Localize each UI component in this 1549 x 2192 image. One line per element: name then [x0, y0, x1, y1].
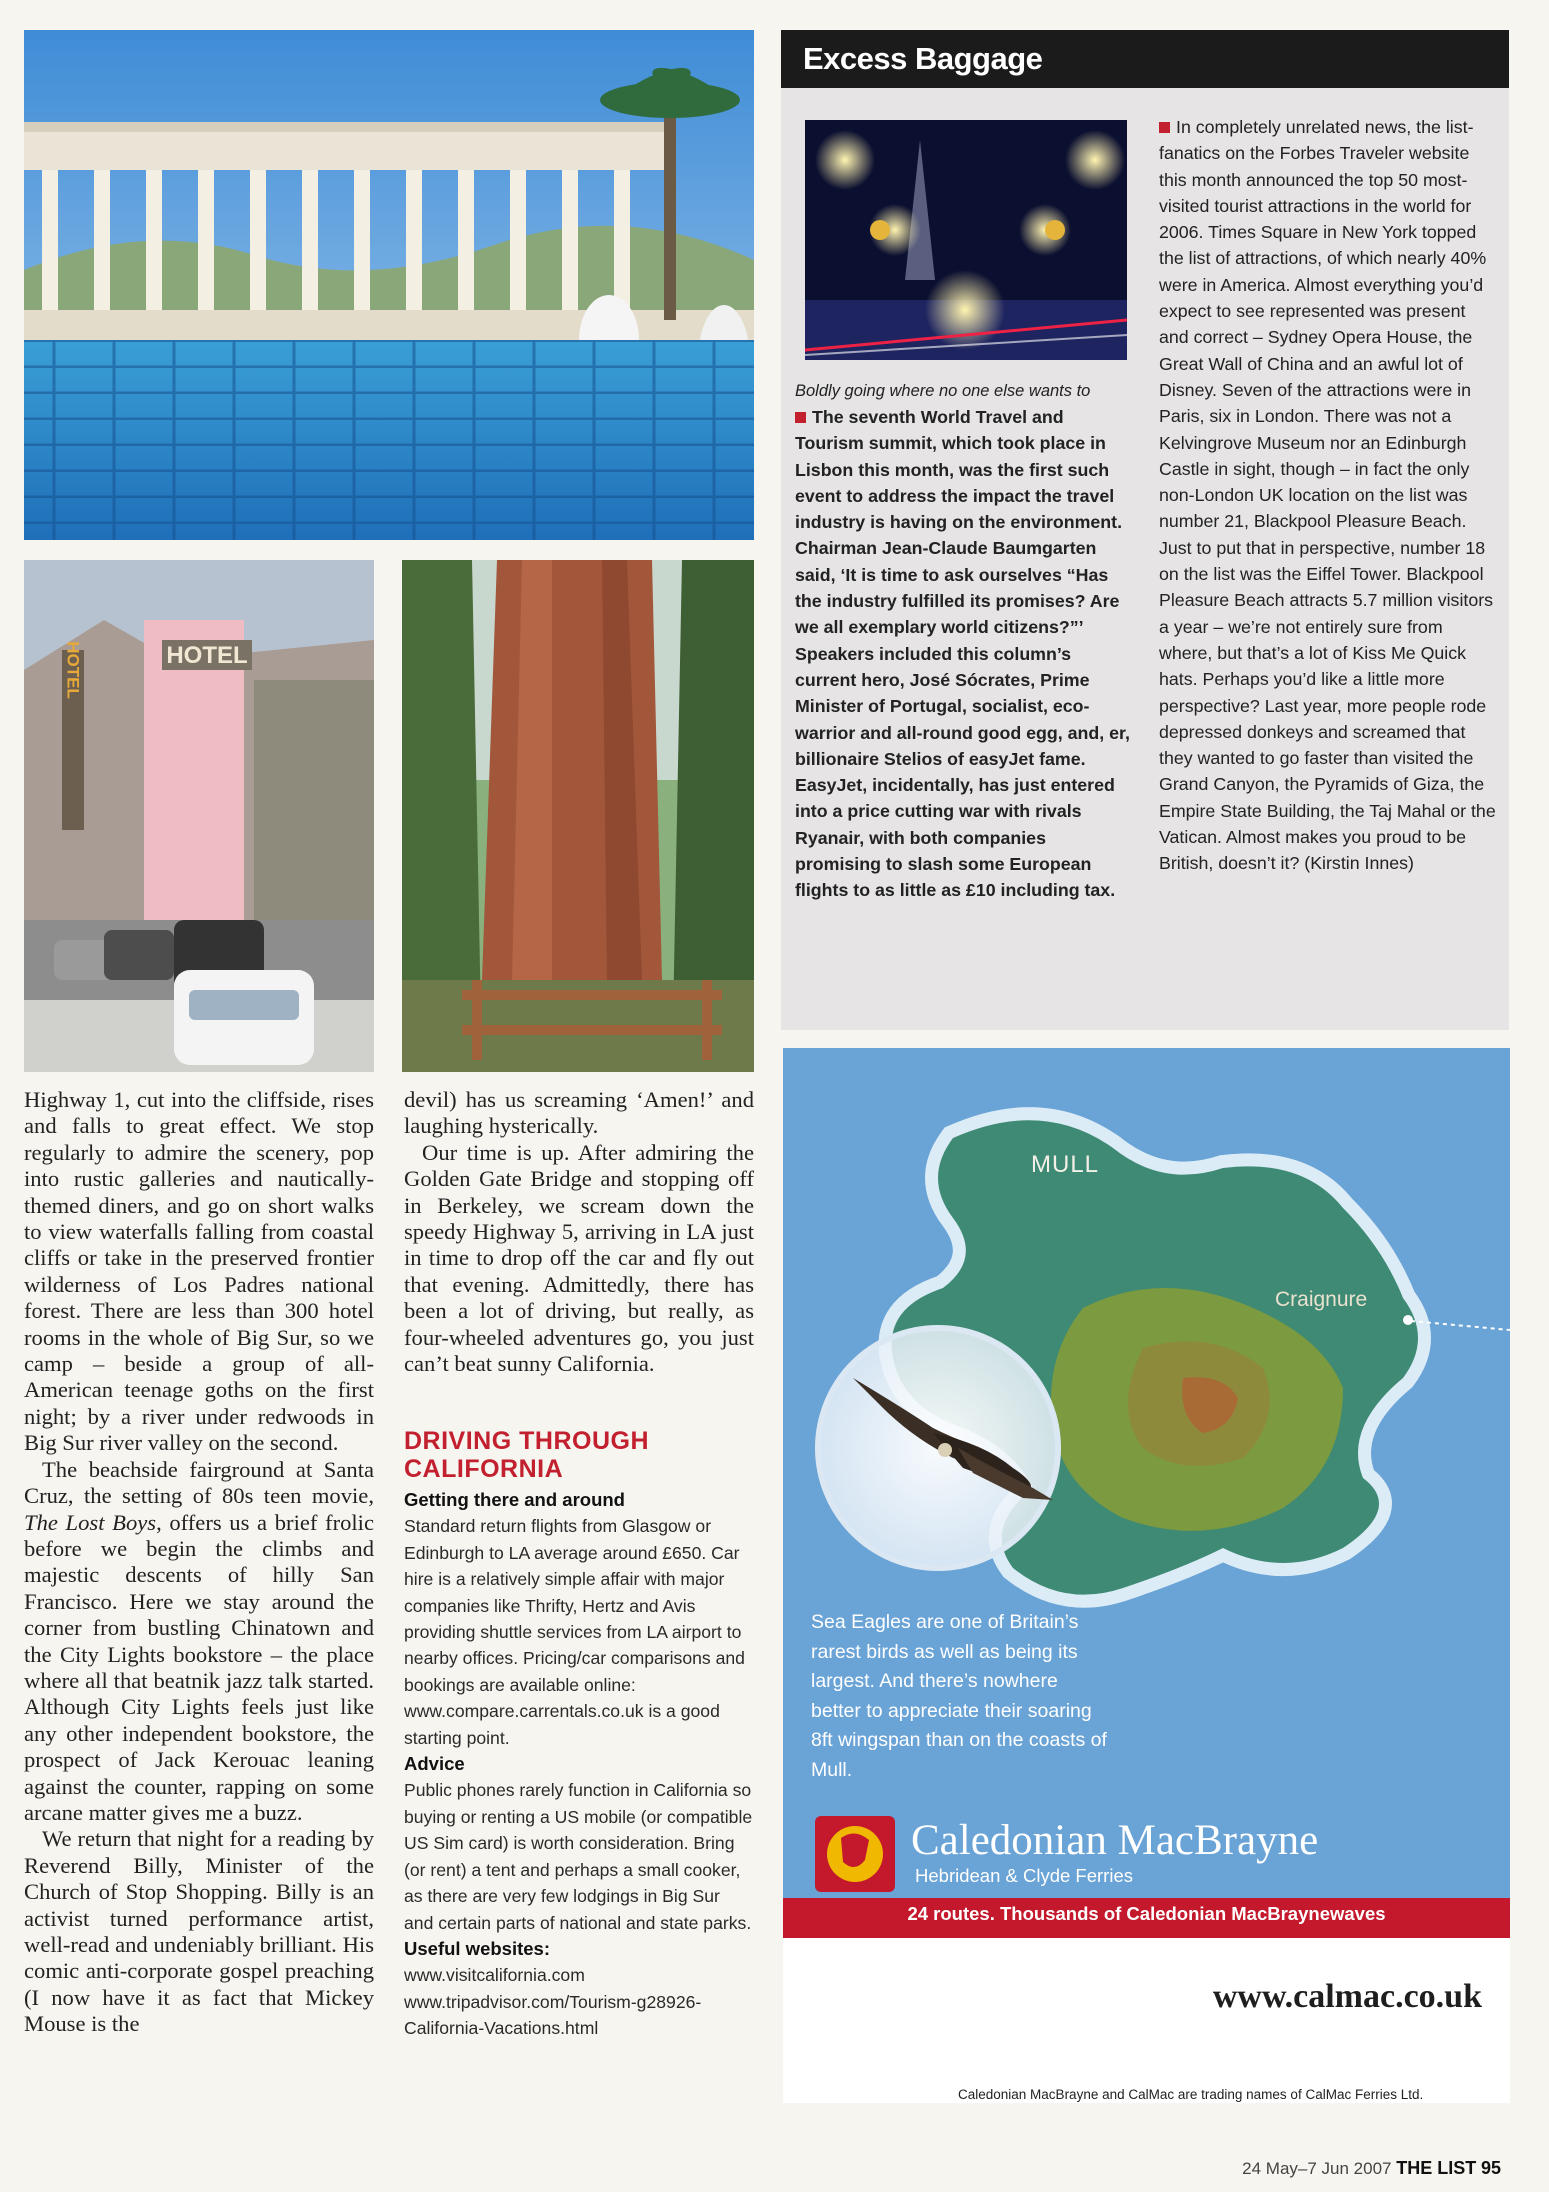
forbes-news: [1159, 114, 1499, 877]
advice-text: Public phones rarely function in California so buying or renting a US mobile (or compatible US Sim card) is worth consideration. Bring (or rent) a tent and perhaps a small cooker, as there are very few lodgings in Big Sur and certain parts of national and state parks.: [404, 1780, 753, 1933]
website-link[interactable]: www.visitcalifornia.com: [404, 1965, 585, 1986]
hotel-vertical-sign-text: HOTEL: [63, 641, 83, 699]
ad-brand-name: Caledonian MacBrayne: [911, 1817, 1319, 1864]
photo-caption: Boldly going where no one else wants to: [795, 382, 1091, 400]
article-paragraph: devil) has us screaming ‘Amen!’ and laughing hysterically.: [404, 1087, 754, 1139]
ad-routes-slogan: 24 routes. Thousands of Caledonian MacBraynewaves: [907, 1903, 1386, 1924]
blackpool-lights-photo: [805, 120, 1127, 360]
movie-title: The Lost Boys: [24, 1509, 157, 1535]
article-text: , offers us a brief frolic before we begin the climbs and majestic descents of hilly San Francisco. Here we stay around the corner from bustling Chinatown and the City Lights bookstore – the place where all that beatnik jazz talk started. Although City Lights feels just like any other independent bookstore, the prospect of Jack Kerouac leaning against the counter, rapping on some arcane matter gives me a buzz.: [24, 1509, 374, 1825]
hotel-sign-text: HOTEL: [166, 642, 248, 669]
info-title-line: CALIFORNIA: [404, 1455, 564, 1483]
travel-info-box: [404, 1427, 754, 2042]
article-column-2: [404, 1087, 754, 1377]
article-column-1: [24, 1087, 374, 2038]
advice-heading: Advice: [404, 1753, 465, 1775]
website-link[interactable]: www.tripadvisor.com/Tourism-g28926-California-Vacations.html: [404, 1991, 702, 2039]
excess-baggage-header: Excess Baggage: [781, 30, 1509, 88]
ad-legal-note: Caledonian MacBrayne and CalMac are trading names of CalMac Ferries Ltd.: [958, 2087, 1424, 2102]
ad-body-text: Sea Eagles are one of Britain’s rarest birds as well as being its largest. And there’s nowhere better to appreciate their soaring 8ft wingspan than on the coasts of Mull.: [811, 1611, 1107, 1781]
summit-news-text: The seventh World Travel and Tourism summit, which took place in Lisbon this month, was the first such event to address the impact the travel industry is having on the environment. Chairman Jean-Claude Baumgarten said, ‘It is time to ask ourselves “Has the industry fulfilled its promises? Are we all exemplary world citizens?”’ Speakers included this column’s current hero, José Sócrates, Prime Minister of Portugal, socialist, eco-warrior and all-round good egg, and, er, billionaire Stelios of easyJet fame. EasyJet, incidentally, has just entered into a price cutting war with rivals Ryanair, with both companies promising to slash some European flights to as little as £10 including tax.: [795, 407, 1130, 901]
map-label-mull: MULL: [1031, 1151, 1100, 1178]
magazine-name: THE LIST: [1396, 2158, 1477, 2178]
bullet-square-icon: [1159, 122, 1170, 133]
map-label-craignure: Craignure: [1275, 1288, 1368, 1311]
issue-date: 24 May–7 Jun 2007: [1242, 2159, 1392, 2178]
getting-there-text: Standard return flights from Glasgow or Edinburgh to LA average around £650. Car hire is a relatively simple affair with major companies like Thrifty, Hertz and Avis providing shuttle services from LA airport to nearby offices. Pricing/car comparisons and bookings are available online: www.compare.carrentals.co.uk is a good starting point.: [404, 1516, 745, 1748]
info-title: [404, 1427, 754, 1483]
websites-heading: Useful websites:: [404, 1937, 550, 1959]
ad-sub-brand: Hebridean & Clyde Ferries: [915, 1865, 1133, 1886]
info-title-line: DRIVING THROUGH: [404, 1427, 649, 1455]
summit-news: [795, 404, 1135, 904]
article-paragraph: Our time is up. After admiring the Golden Gate Bridge and stopping off in Berkeley, we scream down the speedy Highway 5, arriving in LA just in time to drop off the car and fly out that evening. Admittedly, there has been a lot of driving, but really, as four-wheeled adventures go, you just can’t beat sunny California.: [404, 1139, 754, 1377]
excess-baggage-box: [781, 30, 1509, 1030]
redwood-tree-photo: [402, 560, 754, 1072]
article-paragraph: [24, 1457, 374, 1827]
article-paragraph: We return that night for a reading by Reverend Billy, Minister of the Church of Stop Shopping. Billy is an activist turned performance artist, well-read and undeniably brilliant. His comic anti-corporate gospel preaching (I now have it as fact that Mickey Mouse is the: [24, 1826, 374, 2037]
page-number: 95: [1480, 2158, 1501, 2178]
hotel-street-photo: [24, 560, 374, 1072]
mull-map: [783, 1048, 1510, 2103]
getting-there-heading: Getting there and around: [404, 1489, 625, 1510]
bullet-square-icon: [795, 412, 806, 423]
ad-website-url[interactable]: www.calmac.co.uk: [1212, 1978, 1482, 2015]
article-paragraph: Highway 1, cut into the cliffside, rises and falls to great effect. We stop regularly to admire the scenery, pop into rustic galleries and nautically-themed diners, and go on short walks to view waterfalls falling from coastal cliffs or take in the preserved frontier wilderness of Los Padres national forest. There are less than 300 hotel rooms in the whole of Big Sur, so we camp – beside a group of all-American teenage goths on the first night; by a river under redwoods in Big Sur river valley on the second.: [24, 1087, 374, 1456]
page-folio: [1242, 2158, 1501, 2179]
pool-photo: [24, 30, 754, 540]
calmac-advertisement: [783, 1048, 1510, 2103]
forbes-news-text: In completely unrelated news, the list-fanatics on the Forbes Traveler website this month announced the top 50 most-visited tourist attractions in the world for 2006. Times Square in New York topped the list of attractions, of which nearly 40% were in America. Almost everything you’d expect to see represented was present and correct – Sydney Opera House, the Great Wall of China and an awful lot of Disney. Seven of the attractions were in Paris, six in London. There was not a Kelvingrove Museum nor an Edinburgh Castle in sight, though – in fact the only non-London UK location on the list was number 21, Blackpool Pleasure Beach. Just to put that in perspective, number 18 on the list was the Eiffel Tower. Blackpool Pleasure Beach attracts 5.7 million visitors a year – we’re not entirely sure from where, but that’s a lot of Kiss Me Quick hats. Perhaps you’d like a little more perspective? Last year, more people rode depressed donkeys and screamed that they wanted to go faster than visited the Grand Canyon, the Pyramids of Giza, the Empire State Building, the Taj Mahal or the Vatican. Almost makes you proud to be British, doesn’t it? (Kirstin Innes): [1159, 117, 1496, 874]
article-text: The beachside fairground at Santa Cruz, the setting of 80s teen movie,: [24, 1456, 374, 1509]
